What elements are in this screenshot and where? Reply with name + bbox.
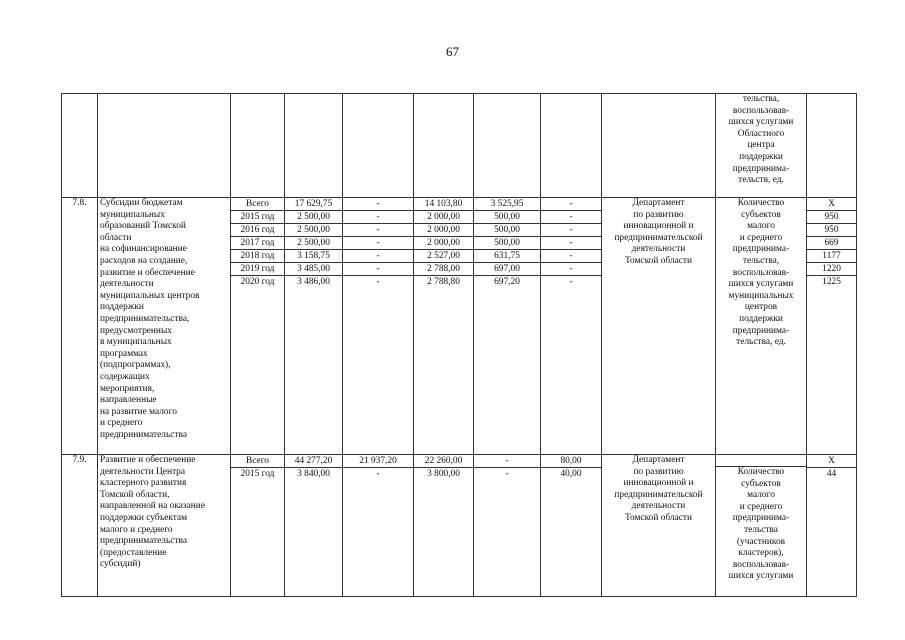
description-line: муниципальных центров	[100, 290, 200, 301]
other-value: -	[541, 249, 601, 262]
indicator-line: предпринима-	[732, 325, 790, 336]
indicator-value-cell	[807, 198, 857, 455]
cont-indicator-line: центра	[747, 140, 775, 151]
local-value: -	[474, 467, 540, 480]
federal-value: -	[343, 249, 413, 262]
description-line: содержащих	[100, 371, 150, 382]
indicator-line: воспользовав-	[732, 267, 790, 278]
description-line: мероприятия,	[100, 383, 155, 394]
indicator-line: малого	[747, 221, 775, 232]
total-value: 44 277,20	[294, 456, 333, 466]
indicator-line: предпринима-	[732, 244, 790, 255]
program-activities-table	[61, 93, 857, 597]
federal-value: -	[343, 210, 413, 223]
other-value: -	[541, 210, 601, 223]
executor-line: Томской области	[624, 255, 693, 266]
activity-description	[98, 455, 231, 597]
description-line: области	[100, 232, 132, 243]
local-value: 697,20	[474, 275, 540, 288]
regional-value: 22 260,00	[424, 456, 463, 466]
indicator-line: субъектов	[741, 209, 781, 220]
period-label: 2015 год	[231, 467, 284, 480]
other-value: -	[541, 275, 601, 288]
cont-other-cell	[541, 94, 602, 198]
total-cell	[285, 198, 343, 455]
total-value: 17 629,75	[294, 199, 333, 209]
other-value: -	[541, 223, 601, 236]
period-cell	[231, 198, 285, 455]
executor-line: Департамент	[632, 455, 685, 465]
cont-indicator-line: шихся услугами	[728, 117, 794, 128]
indicator-line: Количество	[737, 198, 785, 208]
local-value: -	[505, 456, 509, 466]
description-line: муниципальных	[100, 209, 165, 220]
indicator-cell	[716, 198, 807, 455]
indicator-value: 950	[807, 210, 856, 223]
cont-num-cell	[62, 94, 98, 198]
executor-line: инновационной и	[623, 221, 694, 232]
description-line: малого и среднего	[100, 524, 173, 535]
cont-indicator-line: воспользовав-	[732, 105, 790, 116]
indicator-line: тельства, ед.	[736, 337, 786, 348]
other-value: -	[569, 199, 573, 209]
local-value: 500,00	[474, 223, 540, 236]
description-line: предпринимательства,	[100, 313, 190, 324]
federal-value: -	[343, 223, 413, 236]
period-label: 2015 год	[231, 210, 284, 223]
executor-line: по развитию	[633, 466, 684, 477]
regional-value: 2 788,00	[414, 262, 473, 275]
indicator-value-cell	[807, 455, 857, 597]
description-line: кластерного развития	[100, 478, 187, 489]
regional-value: 2 788,80	[414, 275, 473, 288]
cont-local-cell	[474, 94, 541, 198]
total-cell	[285, 455, 343, 597]
indicator-value: 1177	[807, 249, 856, 262]
indicator-line: малого	[747, 490, 775, 501]
cont-indicator-line: поддержки	[739, 151, 783, 162]
indicator-line: шихся услугами	[728, 571, 794, 582]
federal-value: -	[343, 236, 413, 249]
regional-value: 14 103,80	[424, 199, 463, 209]
regional-value: 2 000,00	[414, 236, 473, 249]
description-line: на софинансирование	[100, 244, 187, 255]
other-cell	[541, 198, 602, 455]
local-value: 631,75	[474, 249, 540, 262]
description-line: (предоставление	[100, 547, 167, 558]
cont-executor-cell	[602, 94, 716, 198]
other-value: 40,00	[541, 467, 601, 480]
period-cell	[231, 455, 285, 597]
regional-cell	[414, 198, 474, 455]
local-cell	[474, 455, 541, 597]
indicator-line: поддержки	[739, 313, 783, 324]
total-value: 3 486,00	[285, 275, 342, 288]
total-value: 2 500,00	[285, 223, 342, 236]
description-line: Развитие и обеспечение	[100, 455, 196, 465]
period-label: 2020 год	[231, 275, 284, 288]
cont-indicator-line: Областного	[737, 128, 785, 139]
total-value: 2 500,00	[285, 236, 342, 249]
description-line: деятельности Центра	[100, 466, 186, 477]
indicator-value: 44	[807, 467, 856, 480]
indicator-line: тельства	[744, 524, 778, 535]
total-value: 3 840,00	[285, 467, 342, 480]
description-line: деятельности	[100, 279, 154, 290]
description-line: предусмотренных	[100, 325, 172, 336]
executor-line: инновационной и	[623, 478, 694, 489]
period-label: 2018 год	[231, 249, 284, 262]
indicator-value: 669	[807, 236, 856, 249]
indicator-line: предпринима-	[732, 513, 790, 524]
regional-value: 2 527,00	[414, 249, 473, 262]
indicator-line: (участников	[736, 536, 786, 547]
local-value: 500,00	[474, 236, 540, 249]
federal-cell	[343, 198, 414, 455]
federal-value: -	[343, 467, 413, 480]
table-row-7-8	[62, 198, 857, 455]
federal-value: -	[376, 199, 380, 209]
indicator-value: 950	[807, 223, 856, 236]
executor-line: предпринимательской	[614, 232, 703, 243]
indicator-top-divider	[716, 455, 806, 467]
indicator-value: X	[828, 456, 835, 466]
description-line: программах	[100, 348, 148, 359]
cont-indicator-line: тельства,	[742, 94, 780, 104]
indicator-line: и среднего	[739, 232, 783, 243]
period-label: 2017 год	[231, 236, 284, 249]
period-label: Всего	[246, 199, 269, 209]
period-label: Всего	[246, 456, 269, 466]
cont-indicator-cell	[716, 94, 807, 198]
regional-cell	[414, 455, 474, 597]
executor-line: предпринимательской	[614, 489, 703, 500]
indicator-line: шихся услугами	[728, 279, 794, 290]
description-line: направленные	[100, 395, 157, 406]
indicator-value: 1225	[807, 275, 856, 288]
federal-cell	[343, 455, 414, 597]
total-value: 3 158,75	[285, 249, 342, 262]
local-value: 500,00	[474, 210, 540, 223]
local-value: 697,00	[474, 262, 540, 275]
cont-regional-cell	[414, 94, 474, 198]
cont-value-cell	[807, 94, 857, 198]
total-value: 3 485,00	[285, 262, 342, 275]
description-line: Томской области,	[100, 489, 170, 500]
local-cell	[474, 198, 541, 455]
regional-value: 2 000,00	[414, 223, 473, 236]
executor-cell	[602, 198, 716, 455]
cont-federal-cell	[343, 94, 414, 198]
indicator-line: тельства,	[742, 255, 780, 266]
total-value: 2 500,00	[285, 210, 342, 223]
period-label: 2019 год	[231, 262, 284, 275]
description-line: в муниципальных	[100, 337, 172, 348]
indicator-line: кластеров),	[738, 548, 784, 559]
executor-cell	[602, 455, 716, 597]
cont-indicator-line: тельств, ед.	[738, 175, 784, 186]
page-number: 67	[446, 44, 459, 59]
indicator-line: центров	[744, 302, 778, 313]
description-line: развитие и обеспечение	[100, 267, 195, 278]
federal-value: 21 937,20	[359, 456, 397, 466]
local-value: 3 525,95	[490, 199, 524, 209]
indicator-cell	[716, 455, 807, 597]
table-row-7-9	[62, 455, 857, 597]
indicator-line: и среднего	[739, 501, 783, 512]
indicator-value: X	[828, 199, 835, 209]
cont-total-cell	[285, 94, 343, 198]
description-line: поддержки	[100, 302, 144, 313]
description-line: предпринимательства	[100, 429, 187, 440]
indicator-line: субъектов	[741, 478, 781, 489]
executor-line: деятельности	[631, 244, 686, 255]
period-label: 2016 год	[231, 223, 284, 236]
other-value: 80,00	[560, 456, 582, 466]
description-line: субсидий)	[100, 559, 141, 570]
regional-value: 3 800,00	[414, 467, 473, 480]
cont-period-cell	[231, 94, 285, 198]
executor-line: Департамент	[632, 198, 685, 208]
description-line: Субсидии бюджетам	[100, 198, 183, 208]
other-value: -	[541, 236, 601, 249]
description-line: (подпрограммах),	[100, 360, 171, 371]
executor-line: по развитию	[633, 209, 684, 220]
activity-description	[98, 198, 231, 455]
executor-line: Томской области	[624, 512, 693, 523]
description-line: и среднего	[100, 418, 143, 429]
description-line: на развитие малого	[100, 406, 177, 417]
regional-value: 2 000,00	[414, 210, 473, 223]
executor-line: деятельности	[631, 501, 686, 512]
cont-desc-cell	[98, 94, 231, 198]
other-cell	[541, 455, 602, 597]
continuation-row	[62, 94, 857, 198]
indicator-line: муниципальных	[728, 290, 794, 301]
description-line: предпринимательства	[100, 536, 187, 547]
description-line: поддержки субъектам	[100, 512, 188, 523]
other-value: -	[541, 262, 601, 275]
description-line: расходов на создание,	[100, 255, 188, 266]
indicator-line: Количество	[737, 467, 785, 477]
indicator-line: воспользовав-	[732, 559, 790, 570]
row-number: 7.9.	[62, 455, 98, 597]
federal-value: -	[343, 275, 413, 288]
federal-value: -	[343, 262, 413, 275]
row-number: 7.8.	[62, 198, 98, 455]
description-line: направленной на оказание	[100, 501, 205, 512]
cont-indicator-line: предпринима-	[732, 163, 790, 174]
description-line: образований Томской	[100, 221, 186, 232]
indicator-value: 1220	[807, 262, 856, 275]
